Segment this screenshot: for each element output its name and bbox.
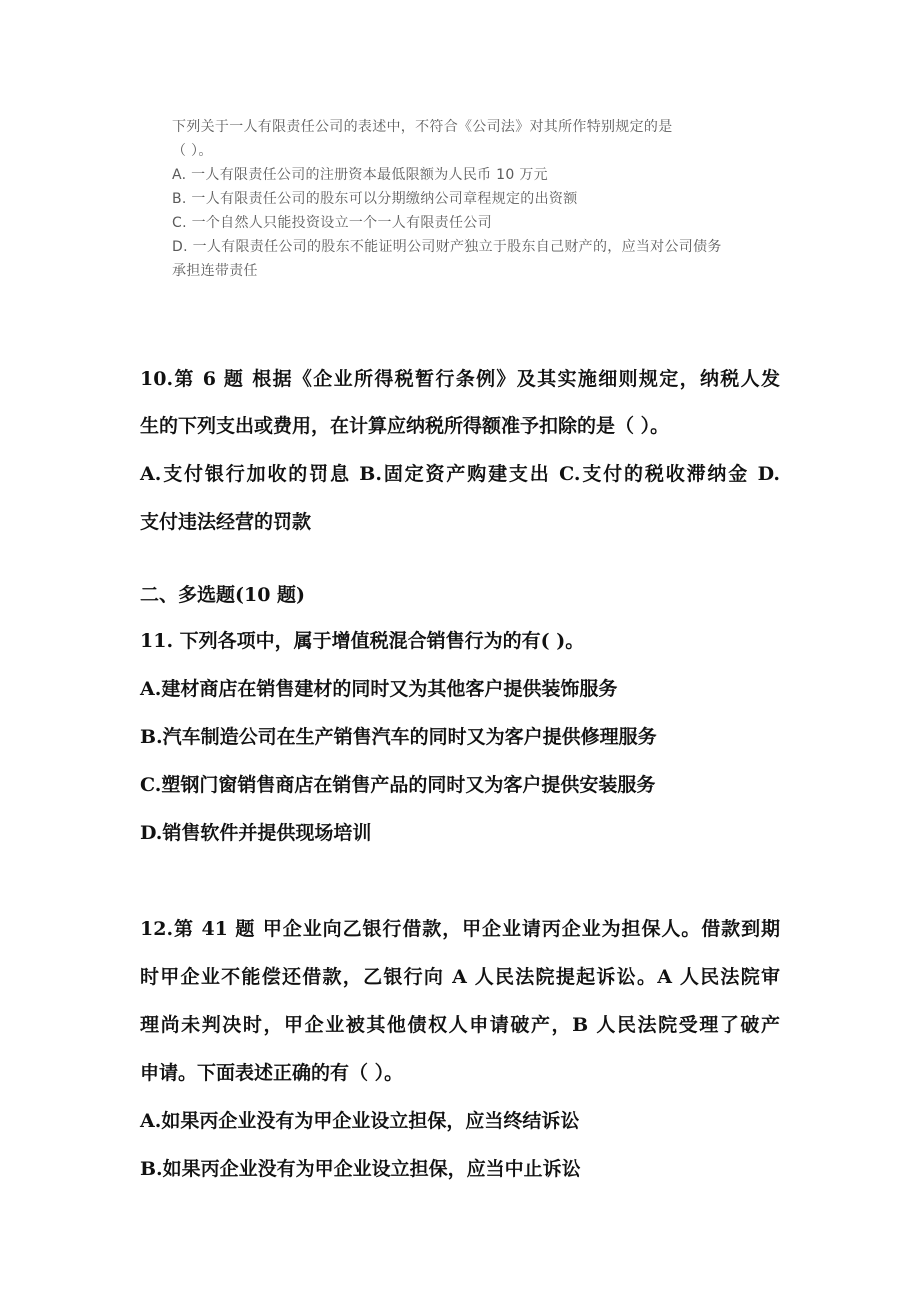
q10-options-line-2: 支付违法经营的罚款 xyxy=(140,511,312,533)
scan-option-a: A. 一人有限责任公司的注册资本最低限额为人民币 10 万元 xyxy=(172,167,548,183)
section-heading: 二、多选题(10 题) xyxy=(140,584,306,606)
q12-stem-line-1: 12.第 41 题 甲企业向乙银行借款，甲企业请丙企业为担保人。借款到期 xyxy=(140,918,780,940)
q10-options-line-1: A.支付银行加收的罚息 B.固定资产购建支出 C.支付的税收滞纳金 D. xyxy=(140,463,780,485)
scan-option-d: D. 一人有限责任公司的股东不能证明公司财产独立于股东自己财产的，应当对公司债务 xyxy=(172,239,722,255)
q11-option-a: A.建材商店在销售建材的同时又为其他客户提供装饰服务 xyxy=(140,678,618,700)
q12-stem-line-3: 理尚未判决时，甲企业被其他债权人申请破产，B 人民法院受理了破产 xyxy=(140,1014,780,1036)
q10-stem-line-1: 10.第 6 题 根据《企业所得税暂行条例》及其实施细则规定，纳税人发 xyxy=(140,368,780,390)
q11-stem: 11. 下列各项中，属于增值税混合销售行为的有( )。 xyxy=(140,630,585,652)
scan-line-blank: （ ）。 xyxy=(172,143,213,159)
q12-option-b: B.如果丙企业没有为甲企业设立担保，应当中止诉讼 xyxy=(140,1158,581,1180)
scan-option-d-cont: 承担连带责任 xyxy=(172,263,258,279)
q11-option-d: D.销售软件并提供现场培训 xyxy=(140,822,372,844)
q11-option-b: B.汽车制造公司在生产销售汽车的同时又为客户提供修理服务 xyxy=(140,726,657,748)
q11-option-c: C.塑钢门窗销售商店在销售产品的同时又为客户提供安装服务 xyxy=(140,774,656,796)
q12-stem-line-2: 时甲企业不能偿还借款，乙银行向 A 人民法院提起诉讼。A 人民法院审 xyxy=(140,966,780,988)
q12-option-a: A.如果丙企业没有为甲企业设立担保，应当终结诉讼 xyxy=(140,1110,580,1132)
scan-option-b: B. 一人有限责任公司的股东可以分期缴纳公司章程规定的出资额 xyxy=(172,191,578,207)
q10-stem-line-2: 生的下列支出或费用，在计算应纳税所得额准予扣除的是（ ）。 xyxy=(140,415,670,437)
q12-stem-line-4: 申请。下面表述正确的有（ ）。 xyxy=(140,1062,404,1084)
scan-option-c: C. 一个自然人只能投资设立一个一人有限责任公司 xyxy=(172,215,492,231)
scan-line-stem: 下列关于一人有限责任公司的表述中，不符合《公司法》对其所作特别规定的是 xyxy=(172,119,673,135)
